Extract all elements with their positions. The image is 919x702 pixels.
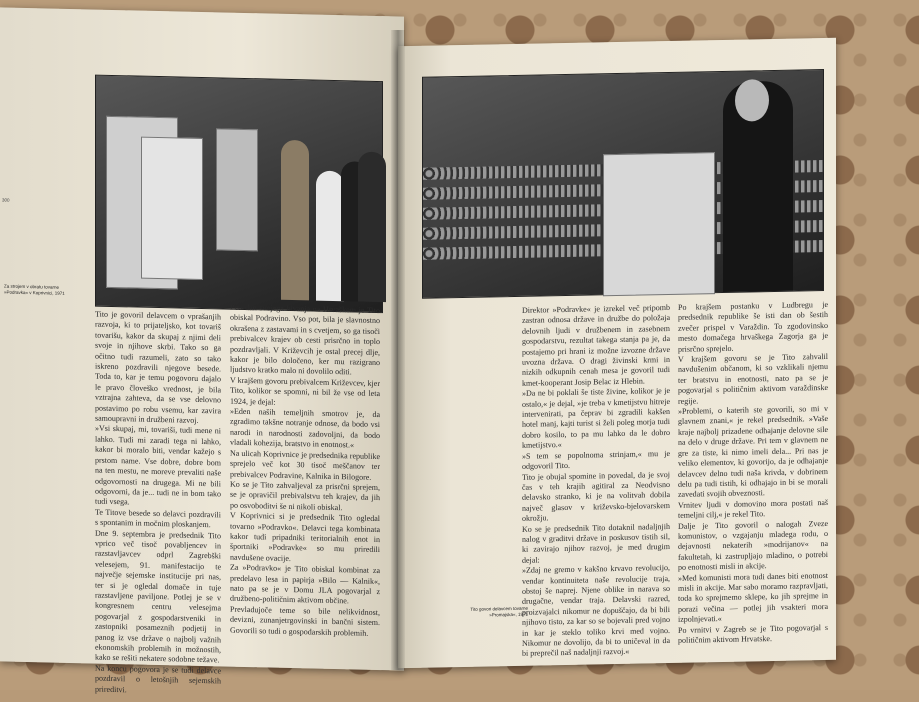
person-figure (281, 140, 309, 301)
photo-caption: Tito govori delavcem tovarne »Promajska«, 1971 (470, 605, 528, 618)
podium (603, 152, 715, 296)
machine-shape (216, 128, 258, 251)
left-page (0, 7, 404, 694)
book-gutter (391, 30, 405, 670)
photo-caption: Za strojem v obratu tovarne »Podravka« v Koprivnici, 1971 (4, 283, 65, 296)
person-figure (316, 171, 344, 302)
text-column: Tito je govoril delavcem o vprašanjih razvoja, ki to prijateljsko, kot tovariš tovarišu, kakor da skupaj z njimi deli svoje in njihove skrbi. Tako so ga očitno tudi razumeli, zato so tako iskreno pozdravili njegove besede. Toda to, kar je temu pogovoru dajalo le pravo človeško vrednost, je bila vztrajna zahteva, da se vse delovno postavimo po robu vsemu, kar zavira samoupravni in družbeni razvoj. »Vsi skupaj, mi, tovariši, tudi mene ni lahko. Tudi mi zaradi tega ni lahko, kakor bi moralo biti, vendar kažejo s prstom name. Vse dobre, dobre bom na ten mestu, ne moreve prevaliti naše odgovornosti na drugega. Mi ne bili odgovorni, da je... tudi ne in bom tako tudi vsega. Te Titove besede so delavci pozdravili s spontanim in močnim ploskanjem. Dne 9. septembra je predsednik Tito vprico več tisoč povabljencev in razstavljavcev odprl Zagrebški velesejem, 91. manifestacijo te največje sejemske institucije pri nas, ter si je ogledal domače in tuje razstavljene paviljone. Potlej je se v kongresnem centru velesejma pogovarjal z gospodarstveniki in zastopniki posameznih podjetij in panog iz vse države o najbolj važnih ekonomskih problemih in možnostih, kako se rešiti nekatere sodobne težave. Na koncu pogovora je se tudi delavce pozdravil o letošnjih sejemskih prireditvi. (95, 309, 221, 694)
machine-shape (141, 137, 203, 280)
page-number: 300 (2, 197, 10, 203)
speech-photo (422, 69, 824, 299)
text-column: Peti dan svojega bivanja na Hrvaškem je Tito obiskal Podravino. Vso pot, bila je slavnostno okrašena z zastavami in s cvetjem, so ga tisoči prebivalcev krajev ob cesti prisrčno in toplo pozdravljali. V Križevcih je ostal precej dlje, kakor je bilo določeno, ker mu razigrano ljudstvo kratko malo ni dovolilo oditi. V krajšem govoru prebivalcem Križevcev, kjer Tito, kolikor se spomni, ni bil že vse od leta 1924, je dejal: »Eden naših temeljnih smotrov je, da zgradimo takšne notranje odnose, da bodo vsi narodi in narodnosti zadovoljni, da bodo vladali kohezija, bratstvo in enotnost.« Na ulicah Koprivnice je predsednika republike sprejelo več kot 30 tisoč meščanov ter prebivalcev Podravine, Kalnika in Bilogore. Ko se je Tito zahvaljeval za prisrčni sprejem, se je opravičil prebivalstvu teh krajev, da jih po osvoboditvi še ni nikoli obiskal. V Koprivnici si je predsednik Tito ogledal tovarno »Podravko«. Delavci tega kombinata kakor tudi pripadniki teritorialnih enot in športniki »Podravke« so mu priredili navdušene ovacije. Za »Podravko« je Tito obiskal kombinat za predelavo lesa in papirja »Bilo — Kalnik«, nato pa se je v Domu JLA pogovarjal z družbeno-političnim aktivom občine. Prevladujoče teme so bile nelikvidnost, devizni, zunanjetrgovinski in bančni sistem. Govorili so tudi o gospodarskih problemih. (230, 302, 380, 638)
right-page (398, 38, 836, 668)
text-column: Po krajšem postanku v Ludbregu je predsednik republike še isti dan ob šestih zvečer prispel v Varaždin. To zgodovinsko mesto domačega hrvaškega Zagorja ga je prisrčno sprejelo. V krajšem govoru se je Tito zahvalil navdušenim občanom, ki so vzklikali njemu ter bratstvu in enotnosti, nato pa se je pogovarjal s političnim aktivom varaždinske regije. »Problemi, o katerih ste govorili, so mi v glavnem znani,« je rekel predsednik. »Vaše kraje najbolj prizadene odhajanje delovne sile na delo v druge države. Pri tem v glavnem ne gre za tiste, ki nimo imeli dela... Pri nas je veliko elementov, ki govorijo, da je odhajanje delavcev delno tudi naša krivda, v dobrinem delu pa tudi tistih, ki odhajajo in bi se morali zavedati svojih obveznosti. Vrnitev ljudi v domovino mora postati naš temeljni cilj,« je rekel Tito. Dalje je Tito govoril o nalogah Zveze komunistov, o vzgajanju mladega rodu, o dejavnosti nekaterih »modrijanov« na fakultetah, ki zastrupljajo mladino, o potrebi po enotnosti misli in akcije. »Med komunisti mora tudi danes biti enotnost misli in akcije. Mar sabo moramo razpravljati, toda ko sprejmemo sklepe, ko jih sprejme in porazi večina — potlej jih vsakteri mora izpolnjevati.« Po vrnitvi v Zagreb se je Tito pogovarjal s političnim aktivom Hrvatske. (678, 299, 828, 645)
person-figure (358, 152, 386, 303)
factory-photo (95, 75, 383, 314)
text-column: Direktor »Podravke« je izrekel več pripomb zastran odnosa države in družbe do položaja delovnih ljudi v družbenem in zasebnem gospodarstvu, rezultat takega stanja pa je, da postajemo pri hrani iz možne izvozne države uvozna država. O dragi živinski krmi in nizkih odkupnih cenah mesa je govoril tudi kmet-kooperant Josip Belac iz Hlebin. »Da ne bi poklali še tiste živine, kolikor je je ostalo,« je dejal, »je treba v kmetijstvu hitreje intervenirati, pa čeprav bi zgradili kakšen hotel manj, kajti turist si želi poleg morja tudi dobro kosilo, to pa mu lahko da le dobro kmetijstvo.« »S tem se popolnoma strinjam,« mu je odgovoril Tito. Tito je obujal spomine in povedal, da je svoj čas v teh krajih agitiral za Neodvisno delavsko stranko, ki je na volitvah dobila največ glasov v križevsko-bjelovarskem okrožju. Ko se je predsednik Tito dotaknil nadaljnjih nalog v graditvi države in poskusov tistih sil, ki zavirajo njihov razvoj, je med drugim dejal: »Zdaj ne gremo v kakšno krvavo revolucijo, vendar kontinuiteta naše revolucije traja, obstoj še naprej. Njene oblike in narava so drugačne, vendar traja. Delavski razred, proizvajalci nikomur ne dopuščajo, da bi bili njihovo tisto, za kar so se bojevali pred vojno in kar je steklo toliko krvi med vojno. Nikomur ne dovolijo, da bi to uničeval in da bi preprečil naš nadaljnji razvoj.« (522, 302, 670, 659)
